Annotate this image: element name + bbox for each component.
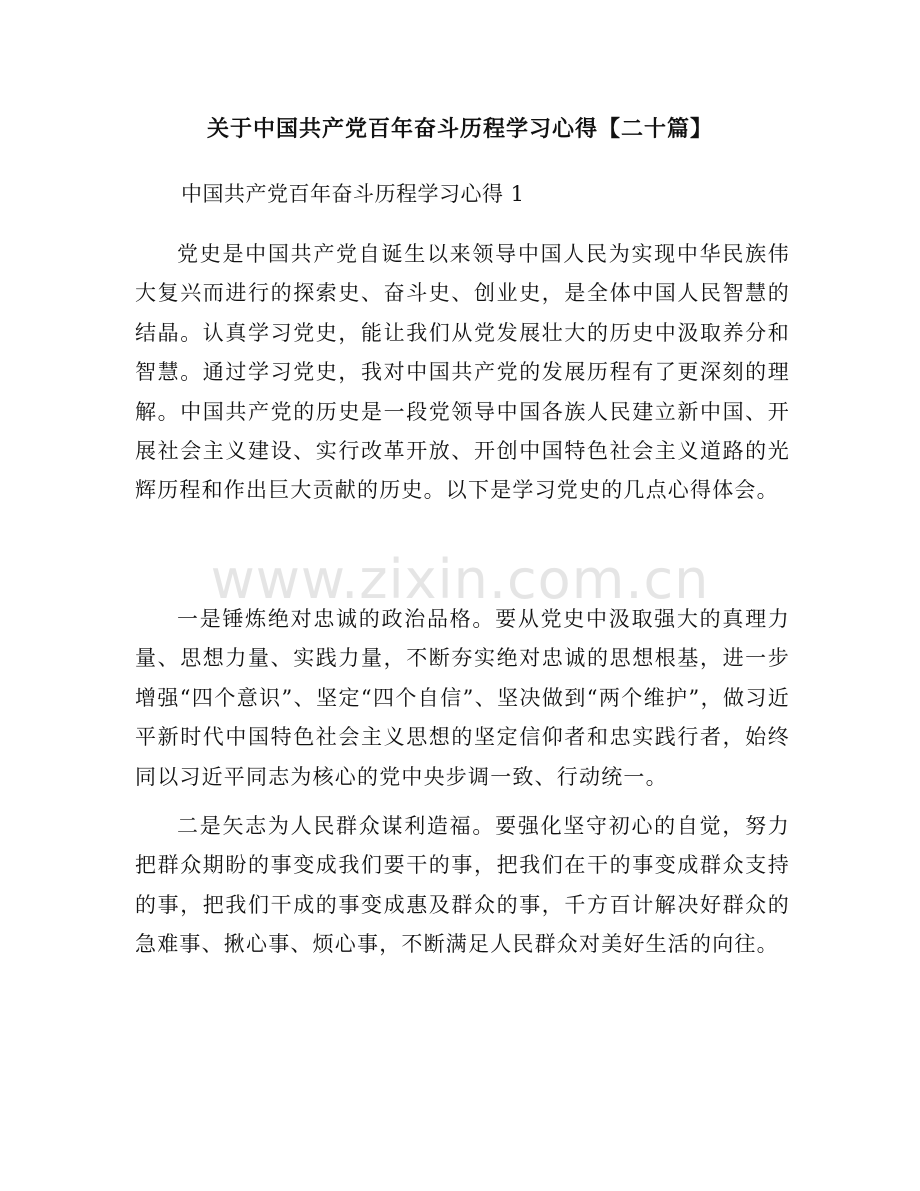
- body-paragraph: 一是锤炼绝对忠诚的政治品格。要从党史中汲取强大的真理力量、思想力量、实践力量，不断夯实绝对忠诚的思想根基，进一步增强“四个意识”、坚定“四个自信”、坚决做到“两个维护”，做习近平新时代中国特色社会主义思想的坚定信仰者和忠实践行者，始终同以习近平同志为核心的党中央步调一致、行动统一。: [135, 607, 790, 789]
- body-paragraph: 党史是中国共产党自诞生以来领导中国人民为实现中华民族伟大复兴而进行的探索史、奋斗史、创业史，是全体中国人民智慧的结晶。认真学习党史，能让我们从党发展壮大的历史中汲取养分和智慧。通过学习党史，我对中国共产党的发展历程有了更深刻的理解。中国共产党的历史是一段党领导中国各族人民建立新中国、开展社会主义建设、实行改革开放、开创中国特色社会主义道路的光辉历程和作出巨大贡献的历史。以下是学习党史的几点心得体会。: [135, 242, 790, 503]
- section-heading: 中国共产党百年奋斗历程学习心得 1: [181, 182, 525, 206]
- watermark: www.zixin.com.cn: [210, 548, 710, 611]
- body-paragraph: 二是矢志为人民群众谋利造福。要强化坚守初心的自觉，努力把群众期盼的事变成我们要干的事，把我们在干的事变成群众支持的事，把我们干成的事变成惠及群众的事，千方百计解决好群众的急难事、揪心事、烦心事，不断满足人民群众对美好生活的向往。: [135, 814, 790, 957]
- document-title: 关于中国共产党百年奋斗历程学习心得【二十篇】: [206, 117, 713, 142]
